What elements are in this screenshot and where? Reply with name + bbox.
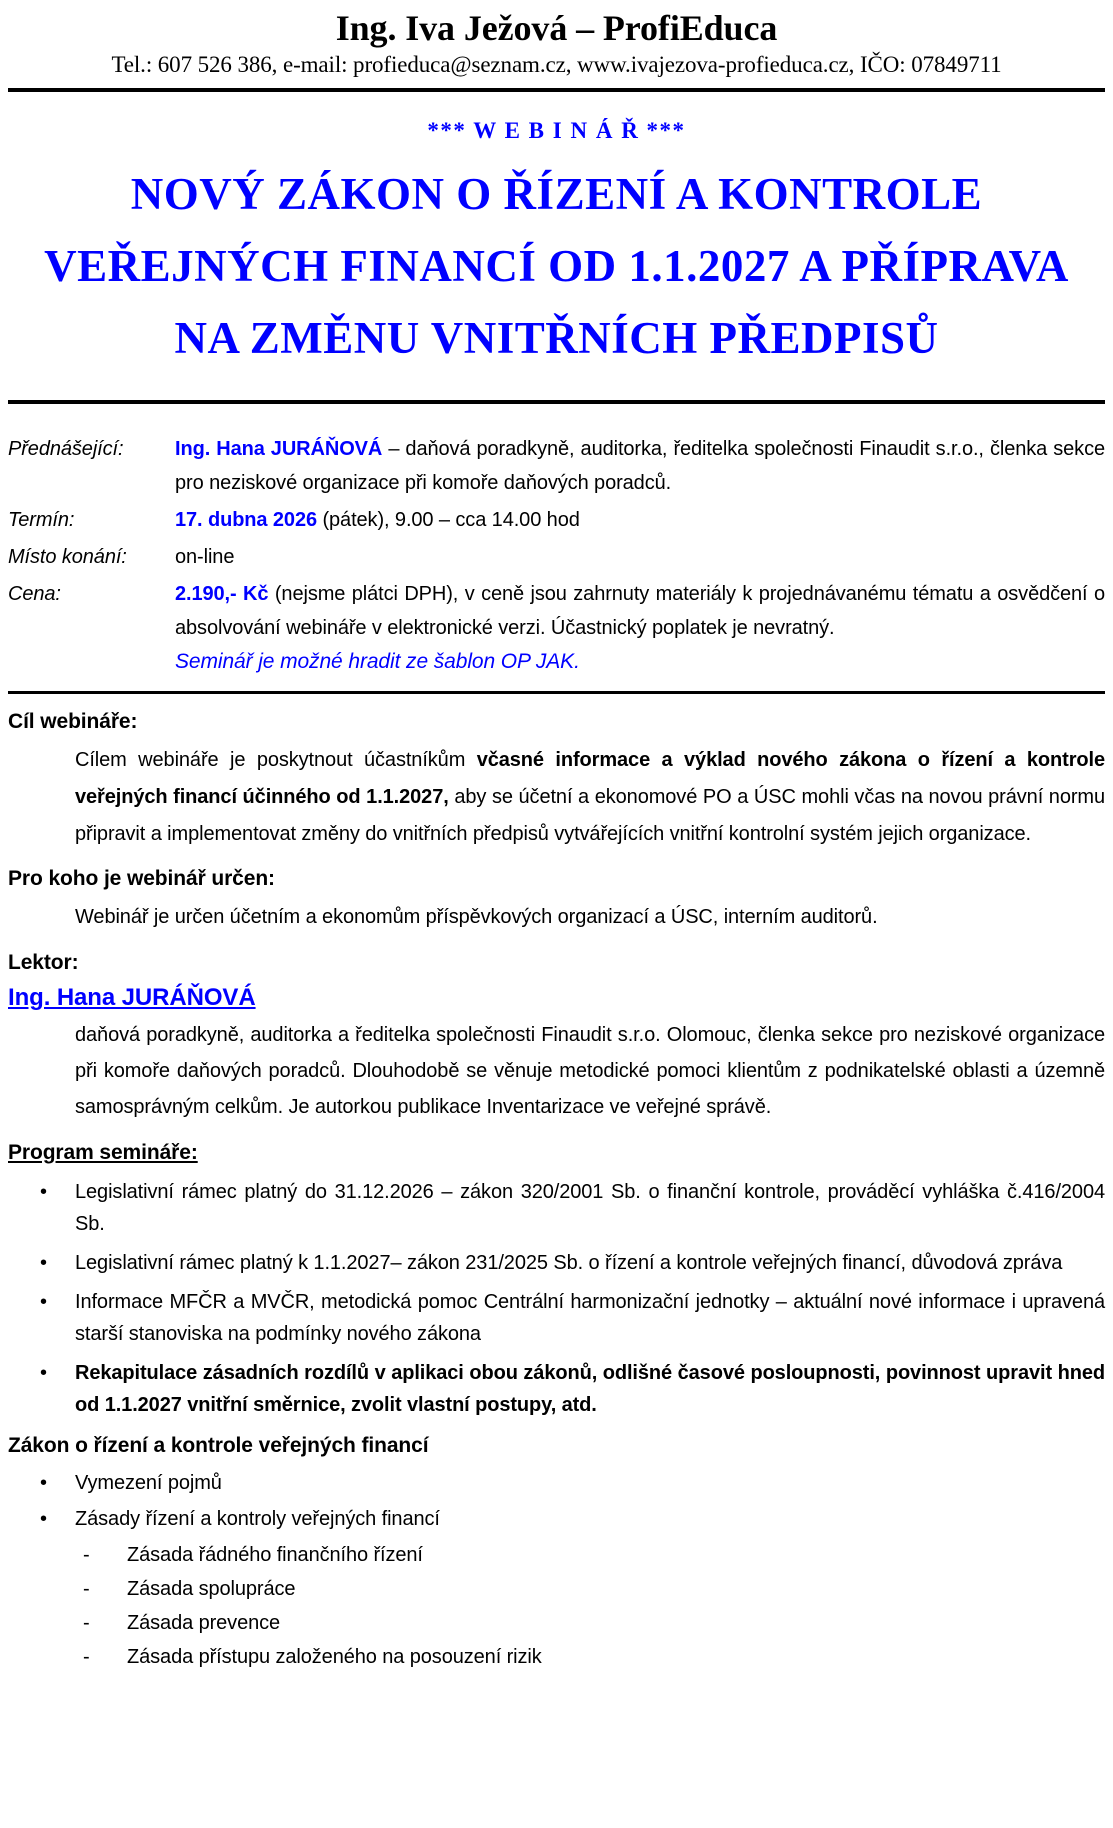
goal-text: aby se účetní a ekonomové PO a ÚSC mohli včas na novou právní normu připravit a implementovat změny do vnitřních předpisů vytvářejících vnitřní kontrolní systém jejich organizace.: [75, 786, 1105, 845]
dash-icon: -: [83, 1612, 90, 1634]
detail-value: [175, 577, 1105, 679]
law-sub-item-text: Zásada prevence: [127, 1612, 281, 1634]
program-list-item: [40, 1176, 1105, 1240]
webinar-banner: *** W E B I N Á Ř ***: [427, 118, 686, 143]
law-sub-item-text: Zásada řádného finančního řízení: [127, 1544, 423, 1566]
bullet-icon: •: [40, 1472, 47, 1494]
law-item-text: Zásady řízení a kontroly veřejných financí: [75, 1508, 440, 1530]
dash-icon: -: [83, 1544, 90, 1566]
bullet-icon: •: [40, 1181, 47, 1203]
program-item-text: Legislativní rámec platný do 31.12.2026 – zákon 320/2001 Sb. o finanční kontrole, prováděcí vyhláška č.416/2004 Sb.: [75, 1181, 1105, 1235]
detail-row-date: [8, 503, 1105, 537]
detail-value: [175, 503, 1105, 537]
event-details: [8, 432, 1105, 679]
section-divider: [8, 691, 1105, 694]
detail-value: [175, 432, 1105, 500]
detail-row-lecturer: [8, 432, 1105, 500]
program-item-text: Legislativní rámec platný k 1.1.2027– zákon 231/2025 Sb. o řízení a kontrole veřejných financí, důvodová zpráva: [75, 1252, 1063, 1274]
detail-label: Místo konání:: [8, 546, 127, 568]
bullet-icon: •: [40, 1291, 47, 1313]
law-list-item: [40, 1503, 1105, 1535]
dash-icon: -: [83, 1578, 90, 1600]
detail-value: on-line: [175, 546, 235, 568]
goal-paragraph: [75, 742, 1105, 853]
law-sub-item-text: Zásada spolupráce: [127, 1578, 296, 1600]
law-sub-list-item: [83, 1573, 1105, 1606]
lecturer-name: Ing. Hana JURÁŇOVÁ: [8, 984, 256, 1011]
lecturer-heading: Lektor:: [8, 951, 79, 974]
bullet-icon: •: [40, 1252, 47, 1274]
bullet-icon: •: [40, 1362, 47, 1384]
law-list-item: [40, 1467, 1105, 1499]
audience-paragraph: Webinář je určen účetním a ekonomům příspěvkových organizací a ÚSC, interním auditorů.: [75, 906, 878, 928]
law-heading: Zákon o řízení a kontrole veřejných financí: [8, 1434, 429, 1457]
header-divider: [8, 88, 1105, 92]
law-sub-item-text: Zásada přístupu založeného na posouzení rizik: [127, 1646, 542, 1668]
date-description: (pátek), 9.00 – cca 14.00 hod: [322, 509, 580, 531]
program-list: [8, 1176, 1105, 1421]
program-item-text: Rekapitulace zásadních rozdílů v aplikaci obou zákonů, odlišné časové posloupnosti, povinnost upravit hned od 1.1.2027 vnitřní směrnice, zvolit vlastní postupy, atd.: [75, 1362, 1105, 1416]
lecturer-name-highlight: Ing. Hana JURÁŇOVÁ: [175, 438, 383, 460]
title-divider: [8, 400, 1105, 404]
price-note: Seminář je možné hradit ze šablon OP JAK.: [175, 650, 580, 673]
law-list: [8, 1467, 1105, 1535]
detail-label: Termín:: [8, 509, 75, 531]
audience-heading: Pro koho je webinář určen:: [8, 867, 275, 890]
law-item-text: Vymezení pojmů: [75, 1472, 222, 1494]
goal-text: Cílem webináře je poskytnout účastníkům: [75, 749, 477, 771]
price-highlight: 2.190,- Kč: [175, 583, 269, 605]
detail-row-price: [8, 577, 1105, 679]
main-title: NOVÝ ZÁKON O ŘÍZENÍ A KONTROLE VEŘEJNÝCH FINANCÍ OD 1.1.2027 A PŘÍPRAVA NA ZMĚNU VNITŘNÍCH PŘEDPISŮ: [44, 169, 1069, 363]
detail-label: Přednášející:: [8, 438, 124, 460]
detail-row-venue: [8, 540, 1105, 574]
law-sub-list-item: [83, 1607, 1105, 1640]
law-sub-list: [8, 1539, 1105, 1674]
goal-heading: Cíl webináře:: [8, 710, 138, 733]
date-highlight: 17. dubna 2026: [175, 509, 317, 531]
contact-info: Tel.: 607 526 386, e-mail: profieduca@seznam.cz, www.ivajezova-profieduca.cz, IČO: 07849711: [111, 52, 1002, 77]
detail-label: Cena:: [8, 583, 61, 605]
company-title: Ing. Iva Ježová – ProfiEduca: [335, 8, 778, 48]
program-item-text: Informace MFČR a MVČR, metodická pomoc Centrální harmonizační jednotky – aktuální nové informace i upravená starší stanoviska na podmínky nového zákona: [75, 1291, 1105, 1345]
document-header: [8, 6, 1105, 80]
lecturer-description: – daňová poradkyně, auditorka, ředitelka společnosti Finaudit s.r.o., členka sekce pro neziskové organizace při komoře daňových poradců.: [175, 438, 1105, 494]
goal-text-bold: včasné informace a výklad nového zákona o řízení a kontrole veřejných financí účinného od 1.1.2027,: [75, 749, 1105, 808]
program-list-item: [40, 1357, 1105, 1421]
law-sub-list-item: [83, 1641, 1105, 1674]
program-heading: Program semináře:: [8, 1141, 198, 1164]
program-list-item: [40, 1286, 1105, 1350]
lecturer-bio: daňová poradkyně, auditorka a ředitelka společnosti Finaudit s.r.o. Olomouc, členka sekce pro neziskové organizace při komoře daňových poradců. Dlouhodobě se věnuje metodické pomoci klientům z podnikatelské oblasti a územně samosprávným celkům. Je autorkou publikace Inventarizace ve veřejné správě.: [75, 1024, 1105, 1118]
bullet-icon: •: [40, 1508, 47, 1530]
dash-icon: -: [83, 1646, 90, 1668]
law-sub-list-item: [83, 1539, 1105, 1572]
price-description: (nejsme plátci DPH), v ceně jsou zahrnuty materiály k projednávanému tématu a osvědčení o absolvování webináře v elektronické verzi. Účastnický poplatek je nevratný.: [175, 583, 1106, 639]
program-list-item: [40, 1247, 1105, 1279]
